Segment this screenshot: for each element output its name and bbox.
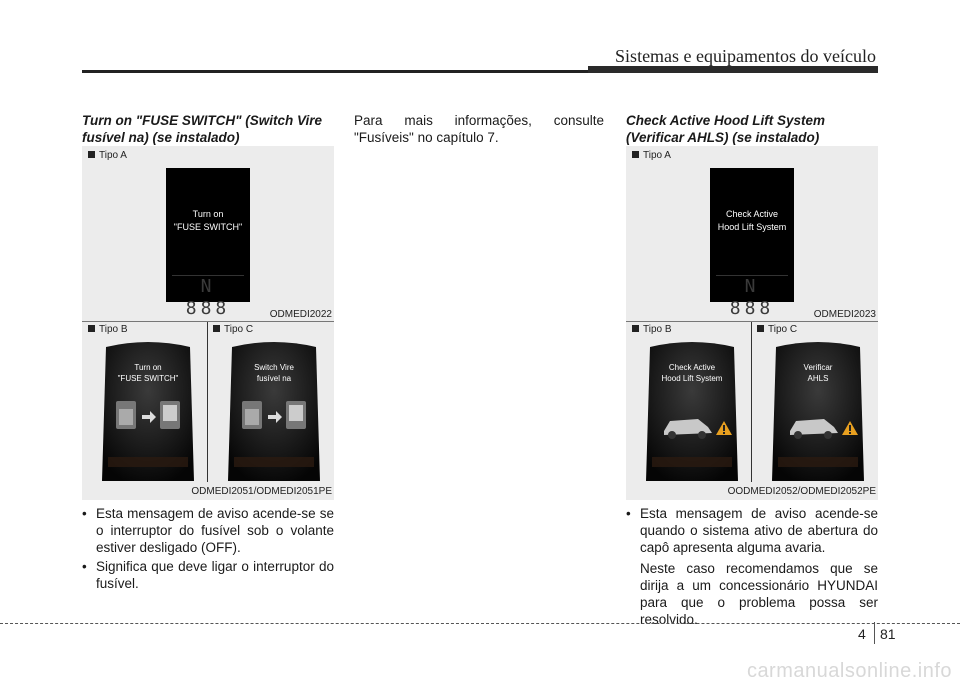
chapter-title: Sistemas e equipamentos do veículo — [615, 46, 876, 66]
bullet-paragraph: Neste caso recomendamos que se dirija a um concessionário HYUNDAI para que o problema possa ser resolvido. — [640, 561, 878, 627]
watermark: carmanualsonline.info — [746, 660, 952, 682]
display-message: Check Active Hood Lift System — [717, 209, 787, 232]
footer-rule — [0, 623, 960, 624]
odometer-digits: N 888 — [172, 275, 244, 298]
display-tipo-c — [228, 339, 320, 481]
list-item — [626, 505, 878, 628]
display-tipo-c-message: Switch Vire fusível na — [254, 363, 294, 383]
figure-code-top: ODMEDI2022 — [269, 309, 332, 320]
figure-divider — [82, 321, 334, 322]
fuses-reference-text: Para mais informações, consulte "Fusíveis" no capítulo 7. — [354, 113, 604, 145]
odometer-digits: N 888 — [716, 275, 788, 298]
header-rule-accent — [588, 66, 878, 73]
display-message: Turn on "FUSE SWITCH" — [173, 209, 243, 232]
display-tipo-c-message: Verificar AHLS — [803, 363, 833, 383]
ahls-heading — [626, 112, 878, 146]
figure-code-bottom: OODMEDI2052/ODMEDI2052PE — [727, 486, 876, 497]
fuse-switch-heading — [82, 112, 342, 146]
figure-code-bottom: ODMEDI2051/ODMEDI2051PE — [191, 486, 332, 497]
heading-line-2: fusível na) (se instalado) — [82, 130, 240, 145]
heading-line-2: (Verificar AHLS) (se instalado) — [626, 130, 820, 145]
heading-line-1: Check Active Hood Lift System — [626, 113, 826, 128]
figure-code-top: ODMEDI2023 — [813, 309, 876, 320]
display-tipo-b — [102, 339, 194, 481]
heading-line-1: Turn on "FUSE SWITCH" (Switch Vire — [82, 113, 323, 128]
fuse-switch-bullets — [82, 505, 334, 594]
figure-divider — [626, 321, 878, 322]
tipo-a-label: Tipo A — [632, 150, 671, 161]
tipo-c-label: Tipo C — [757, 324, 797, 335]
display-tipo-b-message: Check Active Hood Lift System — [661, 363, 723, 383]
tipo-b-label: Tipo B — [88, 324, 128, 335]
display-tipo-a — [166, 168, 250, 319]
fuse-switch-figure — [82, 146, 334, 500]
ahls-figure — [626, 146, 878, 500]
display-tipo-a — [710, 168, 794, 319]
list-item: • Esta mensagem de aviso acende-se se o interruptor do fusível sob o volante estiver desligado (OFF). — [82, 505, 334, 556]
ahls-bullets — [626, 505, 878, 630]
display-tipo-b — [646, 339, 738, 481]
display-tipo-c — [772, 339, 864, 481]
tipo-c-label: Tipo C — [213, 324, 253, 335]
list-item: • Significa que deve ligar o interruptor do fusível. — [82, 558, 334, 592]
page-number: 81 — [880, 626, 896, 642]
tipo-b-label: Tipo B — [632, 324, 672, 335]
tipo-a-label: Tipo A — [88, 150, 127, 161]
bullet-text: Esta mensagem de aviso acende-se quando o sistema ativo de abertura do capô apresenta alguma avaria. — [640, 506, 878, 555]
display-tipo-b-message: Turn on "FUSE SWITCH" — [117, 363, 179, 383]
figure-divider-vertical — [207, 322, 208, 482]
chapter-number: 4 — [858, 626, 866, 642]
page-number-separator — [874, 622, 875, 644]
figure-divider-vertical — [751, 322, 752, 482]
